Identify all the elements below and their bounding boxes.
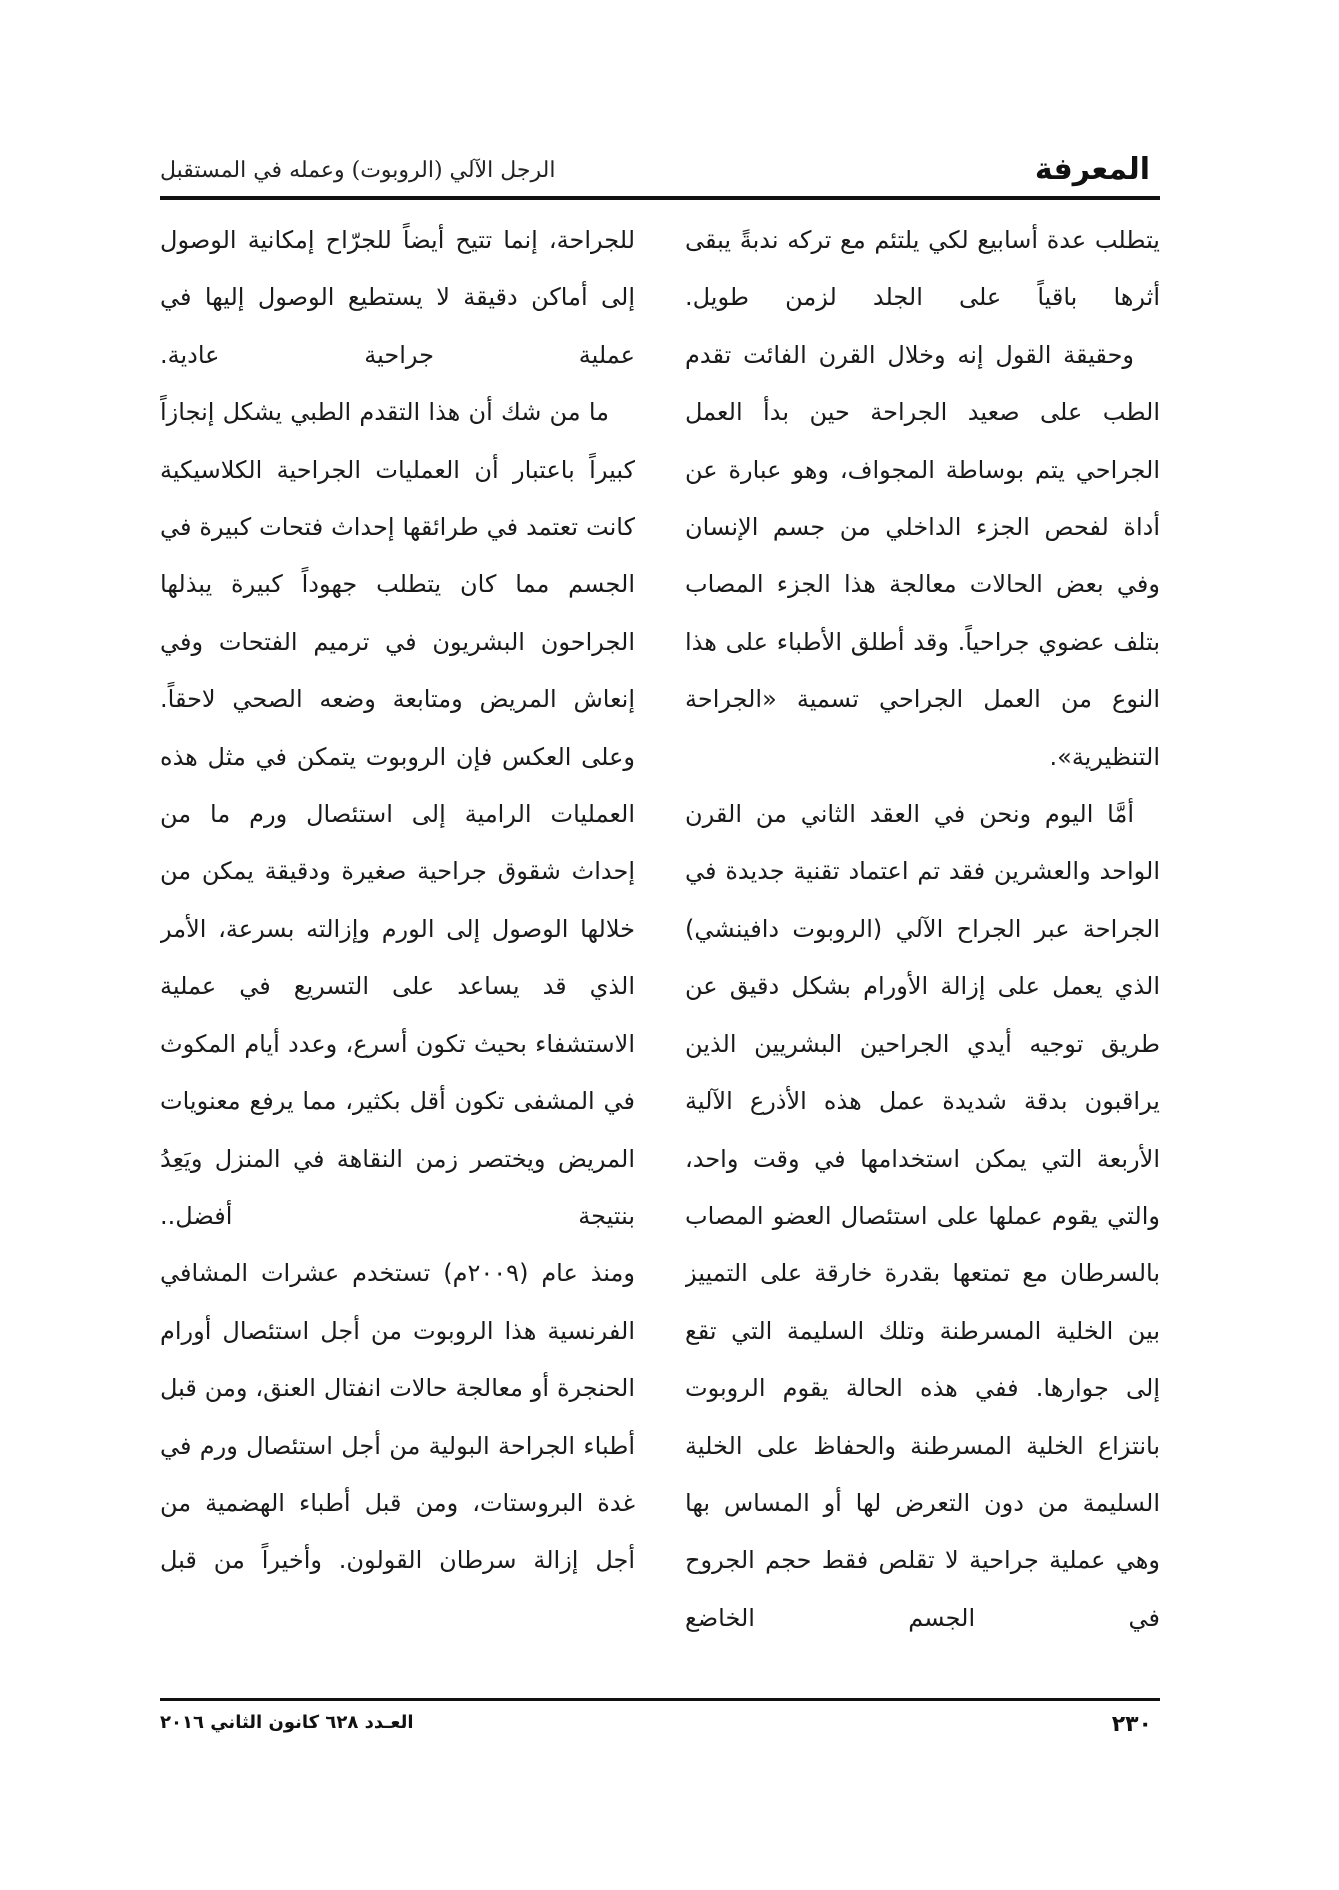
page-number: ٢٣٠ bbox=[1111, 1712, 1152, 1737]
left-column bbox=[160, 212, 635, 1692]
page-footer bbox=[160, 1712, 1160, 1752]
right-column bbox=[685, 212, 1160, 1692]
journal-logo: المعرفة bbox=[1034, 152, 1150, 187]
article-body bbox=[160, 212, 1160, 1692]
paragraph: ومنذ عام (٢٠٠٩م) تستخدم عشرات المشافي الفرنسية هذا الروبوت من أجل استئصال أورام الحنجرة أو معالجة حالات انفتال العنق، ومن قبل أطباء الجراحة البولية من أجل استئصال ورم في غدة البروستات، ومن قبل أطباء الهضمية من أجل إزالة سرطان القولون. وأخيراً من قبل bbox=[160, 1259, 635, 1575]
header-rule bbox=[160, 196, 1160, 200]
issue-info: العـدد ٦٢٨ كانون الثاني ٢٠١٦ bbox=[160, 1712, 414, 1733]
paragraph: وحقيقة القول إنه وخلال القرن الفائت تقدم الطب على صعيد الجراحة حين بدأ العمل الجراحي يتم بوساطة المجواف، وهو عبارة عن أداة لفحص الجزء الداخلي من جسم الإنسان وفي بعض الحالات معالجة هذا الجزء المصاب بتلف عضوي جراحياً. وقد أطلق الأطباء على هذا النوع من العمل الجراحي تسمية «الجراحة التنظيرية». bbox=[685, 340, 1160, 771]
paragraph: للجراحة، إنما تتيح أيضاً للجرّاح إمكانية الوصول إلى أماكن دقيقة لا يستطيع الوصول إليها في عملية جراحية عادية. bbox=[160, 226, 635, 369]
running-title: الرجل الآلي (الروبوت) وعمله في المستقبل bbox=[160, 158, 556, 183]
footer-rule bbox=[160, 1698, 1160, 1701]
page-header bbox=[160, 150, 1160, 190]
paragraph: يتطلب عدة أسابيع لكي يلتئم مع تركه ندبةً يبقى أثرها باقياً على الجلد لزمن طويل. bbox=[685, 226, 1160, 312]
paragraph: أمَّا اليوم ونحن في العقد الثاني من القرن الواحد والعشرين فقد تم اعتماد تقنية جديدة في الجراحة عبر الجراح الآلي (الروبوت دافينشي) الذي يعمل على إزالة الأورام بشكل دقيق عن طريق توجيه أيدي الجراحين البشريين الذين يراقبون بدقة شديدة عمل هذه الأذرع الآلية الأربعة التي يمكن استخدامها في وقت واحد، والتي يقوم عملها على استئصال العضو المصاب بالسرطان مع تمتعها بقدرة خارقة على التمييز بين الخلية المسرطنة وتلك السليمة التي تقع إلى جوارها. ففي هذه الحالة يقوم الروبوت بانتزاع الخلية المسرطنة والحفاظ على الخلية السليمة من دون التعرض لها أو المساس بها وهي عملية جراحية لا تقلص فقط حجم الجروح في الجسم الخاضع bbox=[685, 800, 1160, 1632]
paragraph: ما من شك أن هذا التقدم الطبي يشكل إنجازاً كبيراً باعتبار أن العمليات الجراحية الكلاسيكية كانت تعتمد في طرائقها إحداث فتحات كبيرة في الجسم مما كان يتطلب جهوداً كبيرة يبذلها الجراحون البشريون في ترميم الفتحات وفي إنعاش المريض ومتابعة وضعه الصحي لاحقاً. وعلى العكس فإن الروبوت يتمكن في مثل هذه العمليات الرامية إلى استئصال ورم ما من إحداث شقوق جراحية صغيرة ودقيقة يمكن من خلالها الوصول إلى الورم وإزالته بسرعة، الأمر الذي قد يساعد على التسريع في عملية الاستشفاء بحيث تكون أسرع، وعدد أيام المكوث في المشفى تكون أقل بكثير، مما يرفع معنويات المريض ويختصر زمن النقاهة في المنزل ويَعِدُ بنتيجة أفضل.. bbox=[160, 398, 635, 1230]
